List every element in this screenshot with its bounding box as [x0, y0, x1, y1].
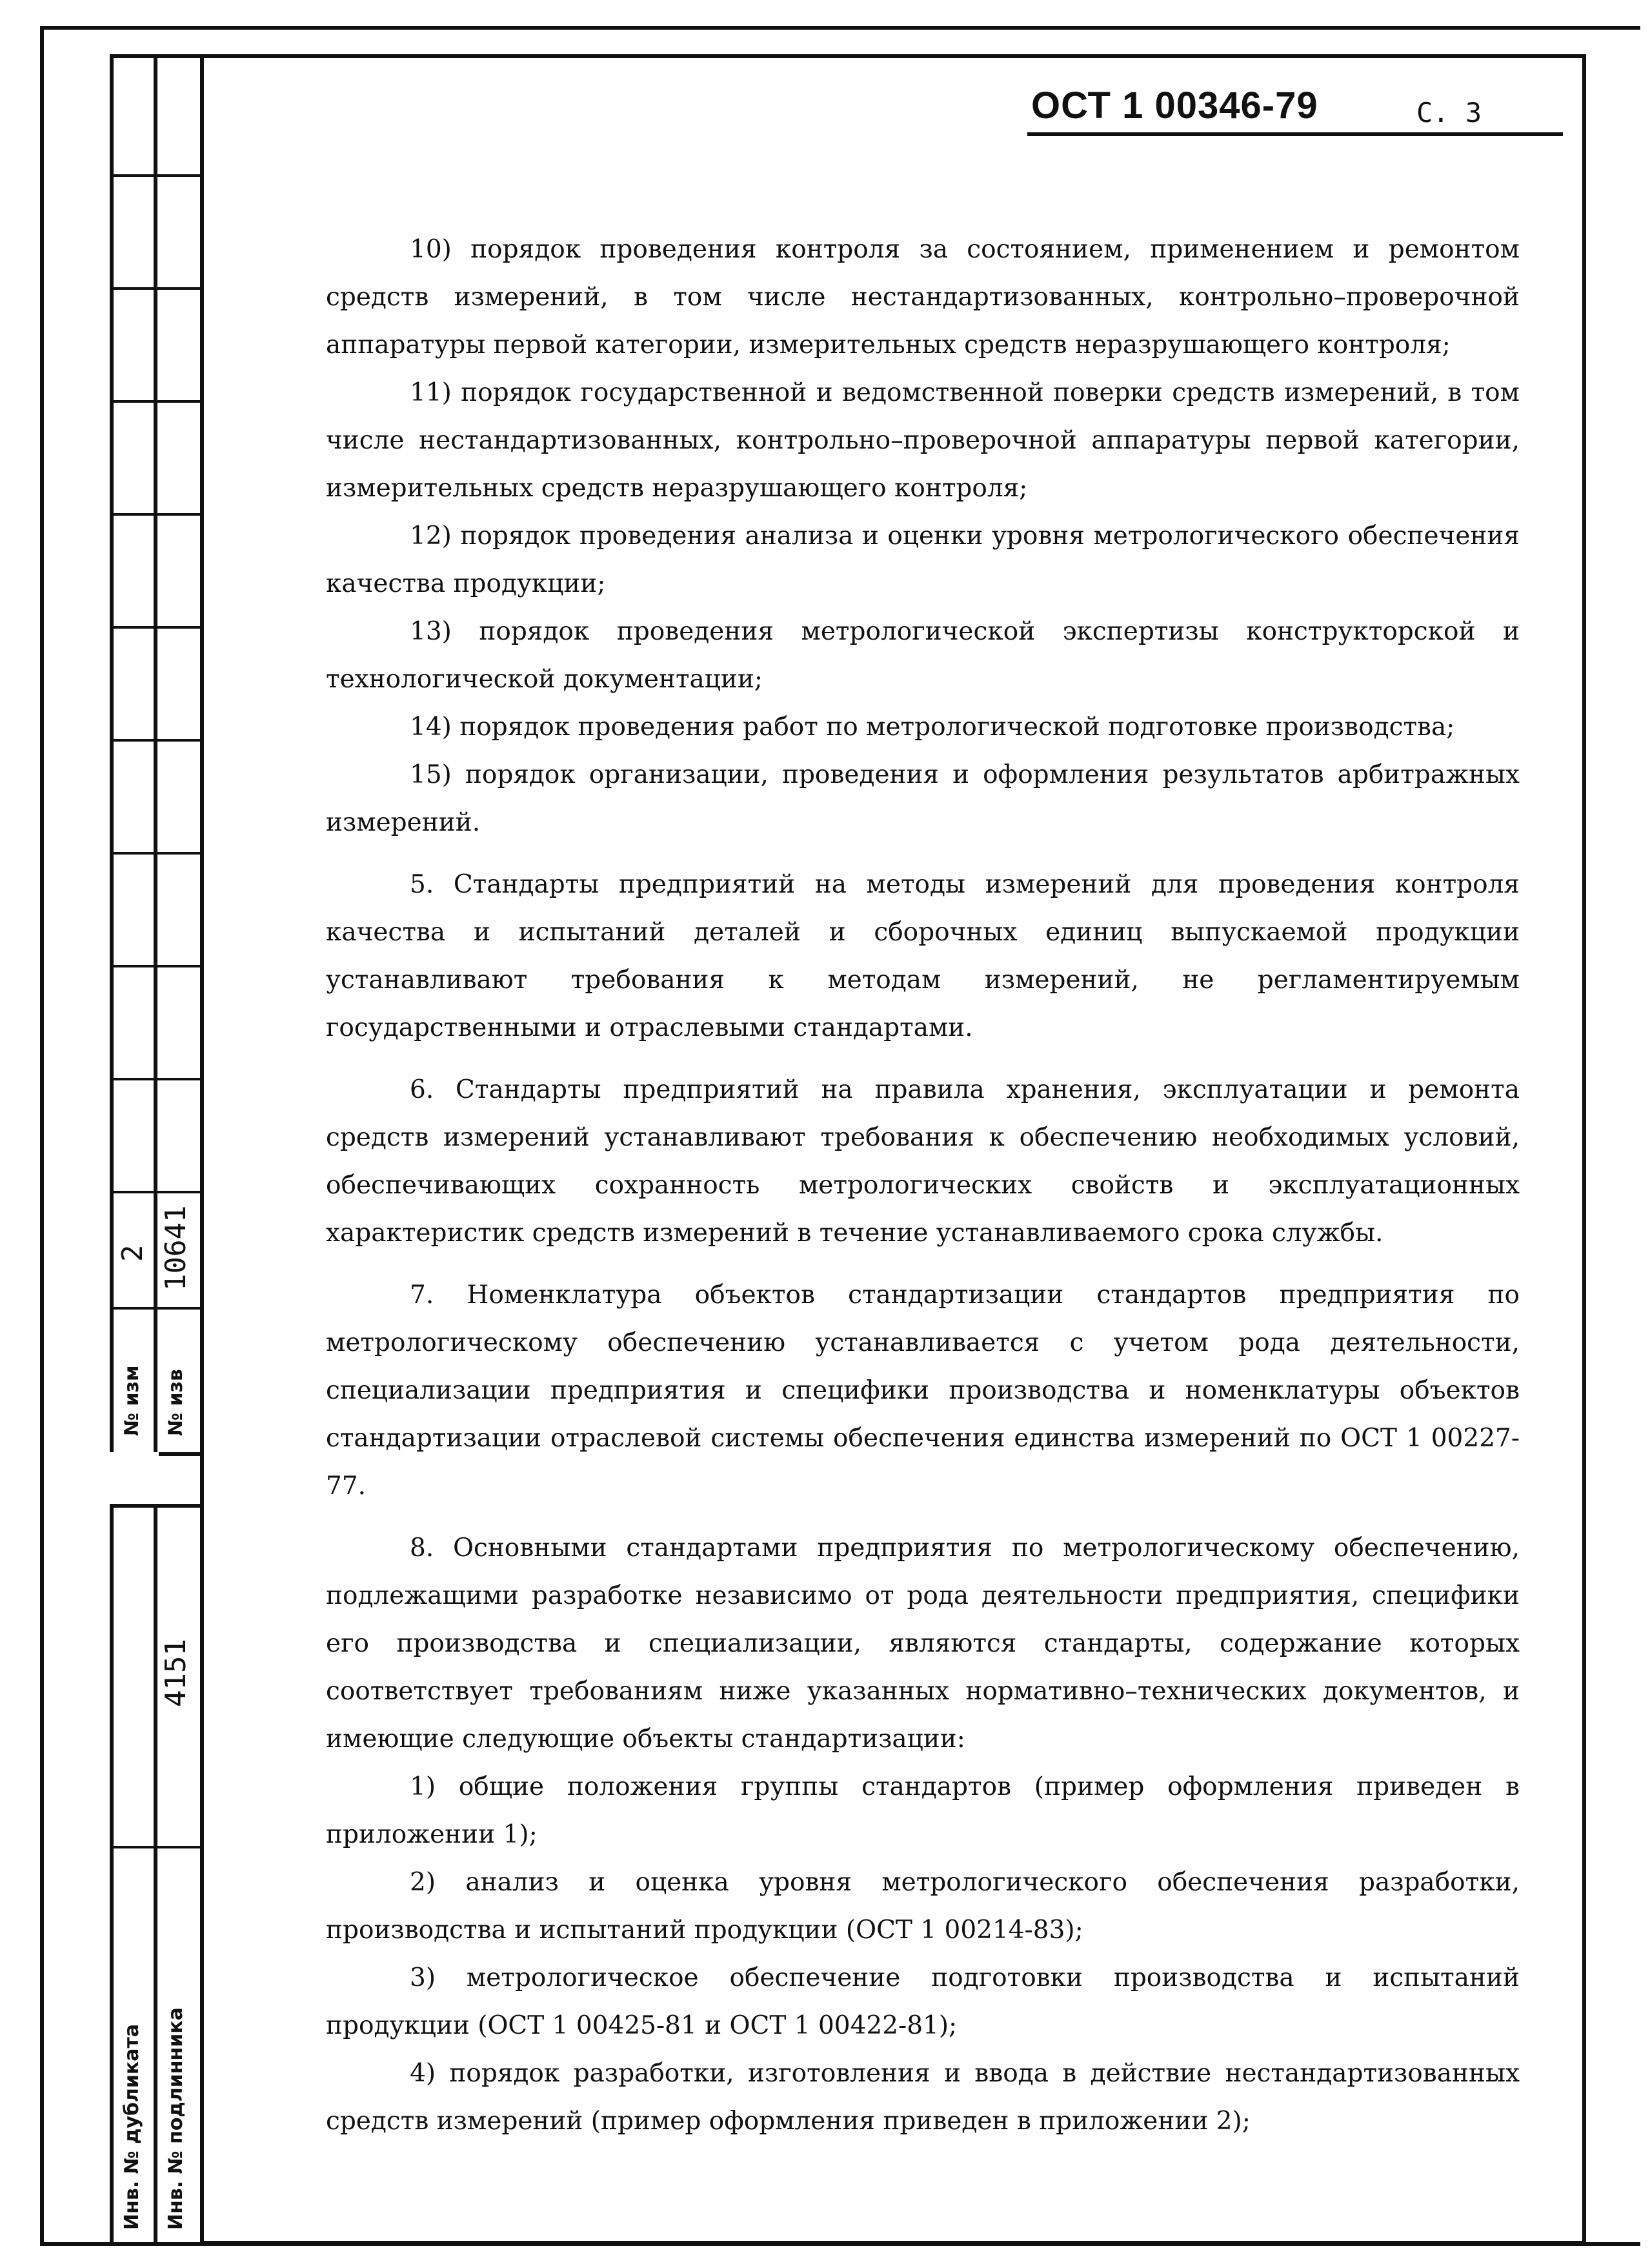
list-item: 10) порядок проведения контроля за состоянием, применением и ремонтом средств измерений, в том числе нестандартизованных, контрольно–проверочной аппаратуры первой категории, измерительных средств неразрушающего контроля; [326, 235, 1520, 359]
document-body [326, 226, 1520, 2145]
stamp-divider [110, 965, 200, 967]
stamp-divider [110, 626, 200, 629]
stamp-divider [110, 400, 200, 403]
paragraph: 7. Номенклатура объектов стандартизации стандартов предприятия по метрологическому обеспечению устанавливается с учетом рода деятельности, специализации предприятия и специфики производства и номенклатуры объектов стандартизации отраслевой системы обеспечения единства измерений по ОСТ 1 00227-77. [326, 1281, 1520, 1501]
list-item: 11) порядок государственной и ведомственной поверки средств измерений, в том числе нестандартизованных, контрольно–проверочной аппаратуры первой категории, измерительных средств неразрушающего контроля; [326, 378, 1520, 503]
stamp-gap [107, 1452, 159, 1504]
stamp-izm-label: № изм [121, 1365, 143, 1436]
document-code: ОСТ 1 00346-79 [1031, 85, 1318, 127]
list-item: 3) метрологическое обеспечение подготовки производства и испытаний продукции (ОСТ 1 00425-81 и ОСТ 1 00422-81); [326, 1963, 1520, 2040]
list-item: 4) порядок разработки, изготовления и ввода в действие нестандартизованных средств измерений (пример оформления приведен в приложении 2); [326, 2059, 1520, 2136]
stamp-podlinnik-value: 4151 [159, 1639, 192, 1707]
header-rule [1027, 132, 1563, 136]
paragraph: 8. Основными стандартами предприятия по метрологическому обеспечению, подлежащими разработке независимо от рода деятельности предприятия, специфики его производства и специализации, являются стандарты, содержание которых соответствует требованиям ниже указанных нормативно–технических документов, и имеющие следующие объекты стандартизации: [326, 1534, 1520, 1754]
list-item: 14) порядок проведения работ по метрологической подготовке производства; [410, 713, 1455, 742]
stamp-izv-value: 10641 [159, 1205, 192, 1291]
margin-stamp-column-left [110, 54, 154, 2245]
stamp-izm-value: 2 [116, 1244, 149, 1262]
stamp-divider [110, 1191, 200, 1193]
stamp-divider [110, 852, 200, 855]
page-number: С. 3 [1416, 97, 1482, 128]
stamp-divider [110, 174, 200, 177]
list-item: 2) анализ и оценка уровня метрологического обеспечения разработки, производства и испытаний продукции (ОСТ 1 00214-83); [326, 1868, 1520, 1945]
margin-stamp-top-line [110, 54, 200, 58]
stamp-dublikat-label: Инв. № дубликата [121, 2023, 143, 2230]
stamp-divider [110, 1307, 200, 1310]
stamp-divider [110, 1078, 200, 1080]
stamp-divider [110, 1846, 200, 1848]
stamp-podlinnik-label: Инв. № подлинника [165, 2007, 187, 2230]
list-item: 15) порядок организации, проведения и оформления результатов арбитражных измерений. [326, 760, 1520, 837]
list-item: 1) общие положения группы стандартов (пример оформления приведен в приложении 1); [326, 1772, 1520, 1849]
list-item: 13) порядок проведения метрологической экспертизы конструкторской и технологической документации; [326, 617, 1520, 694]
paragraph: 5. Стандарты предприятий на методы измерений для проведения контроля качества и испытаний деталей и сборочных единиц выпускаемой продукции устанавливают требования к методам измерений, не регламентируемым государственными и отраслевыми стандартами. [326, 870, 1520, 1042]
stamp-divider [110, 739, 200, 742]
stamp-divider [110, 287, 200, 290]
stamp-divider [110, 513, 200, 516]
paragraph: 6. Стандарты предприятий на правила хранения, эксплуатации и ремонта средств измерений устанавливают требования к обеспечению необходимых условий, обеспечивающих сохранность метрологических свойств и эксплуатационных характеристик средств измерений в течение устанавливаемого срока службы. [326, 1075, 1520, 1248]
margin-stamp-column-right [154, 54, 200, 2245]
stamp-divider [110, 1504, 200, 1508]
stamp-izv-label: № изв [165, 1369, 187, 1436]
list-item: 12) порядок проведения анализа и оценки уровня метрологического обеспечения качества продукции; [326, 521, 1520, 598]
